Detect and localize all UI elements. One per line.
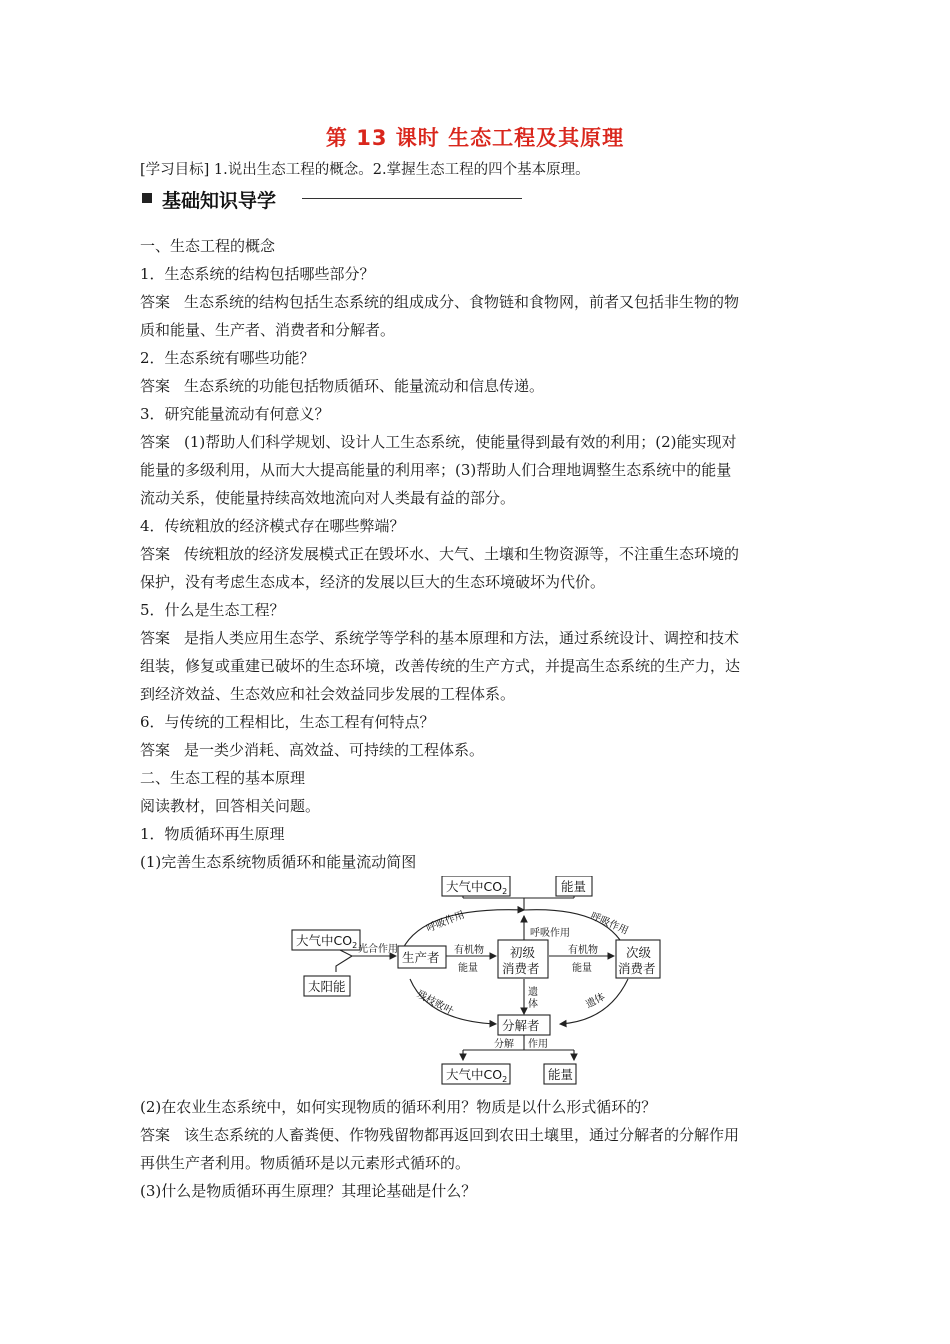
co2-left-label: 大气中$CO_2$ (296, 933, 358, 950)
square-bullet-icon (142, 193, 152, 203)
decomposer-label: 分解者 (502, 1018, 540, 1033)
energy-top-label: 能量 (561, 879, 587, 894)
page-title: 第 13 课时 生态工程及其原理 (325, 126, 625, 150)
answer-label: 答案 (140, 545, 171, 563)
question-4: 4．传统粗放的经济模式存在哪些弊端？ (140, 517, 405, 535)
answer-sub2-line-1 (140, 1121, 812, 1149)
answer-text: 生态系统的功能包括物质循环、能量流动和信息传递。 (184, 377, 545, 395)
organic-matter-label-1: 有机物 (454, 945, 484, 956)
answer-2 (140, 372, 812, 400)
question-1: 1．生态系统的结构包括哪些部分？ (140, 265, 375, 283)
answer-text: 是一类少消耗、高效益、可持续的工程体系。 (184, 741, 485, 759)
sun-label: 太阳能 (308, 979, 346, 994)
producer-label: 生产者 (402, 950, 440, 965)
respiration-mid-label: 呼吸作用 (530, 928, 570, 939)
action-label: 作用 (528, 1039, 548, 1050)
heading-concept: 一、生态工程的概念 (140, 237, 276, 255)
section-heading (140, 186, 530, 212)
answer-sub2-line-2: 再供生产者利用。物质循环是以元素形式循环的。 (140, 1154, 471, 1172)
answer-label: 答案 (140, 741, 171, 759)
reading-instruction: 阅读教材，回答相关问题。 (140, 797, 321, 815)
answer-1-line-1 (140, 288, 812, 316)
learning-goals: [学习目标] 1.说出生态工程的概念。2.掌握生态工程的四个基本原理。 (140, 162, 590, 178)
organic-matter-label-2: 有机物 (568, 945, 598, 956)
co2-top-label: 大气中$CO_2$ (446, 879, 508, 896)
question-5: 5．什么是生态工程？ (140, 601, 285, 619)
answer-label: 答案 (140, 377, 171, 395)
sub-question-1: (1)完善生态系统物质循环和能量流动简图 (140, 853, 417, 871)
energy-flow-label-1: 能量 (458, 963, 478, 974)
answer-5-line-1 (140, 624, 812, 652)
answer-text: 生态系统的结构包括生态系统的组成成分、食物链和食物网，前者又包括非生物的物 (184, 293, 740, 311)
section-heading-rule (302, 198, 522, 199)
section-heading-text: 基础知识导学 (162, 190, 277, 212)
answer-text: 传统粗放的经济发展模式正在毁坏水、大气、土壤和生物资源等，不注重生态环境的 (184, 545, 740, 563)
heading-principles: 二、生态工程的基本原理 (140, 769, 306, 787)
answer-text: (1)帮助人们科学规划、设计人工生态系统，使能量得到最有效的利用；(2)能实现对 (184, 433, 737, 451)
answer-label: 答案 (140, 433, 171, 451)
litter-label: 残枝败叶 (414, 988, 456, 1018)
respiration-right-label: 呼吸作用 (588, 910, 630, 938)
answer-3-line-3: 流动关系，使能量持续高效地流向对人类最有益的部分。 (140, 489, 516, 507)
answer-3-line-2: 能量的多级利用，从而大大提高能量的利用率；(3)帮助人们合理地调整生态系统中的能量 (140, 461, 732, 479)
answer-5-line-2: 组装，修复或重建已破坏的生态环境，改善传统的生产方式，并提高生态系统的生产力，达 (140, 657, 741, 675)
secondary-consumer-label-1: 次级 (626, 945, 652, 960)
question-6: 6．与传统的工程相比，生态工程有何特点？ (140, 713, 435, 731)
primary-consumer-label-1: 初级 (510, 945, 536, 960)
remains-label-2: 体 (528, 999, 538, 1010)
energy-flow-label-2: 能量 (572, 963, 592, 974)
answer-label: 答案 (140, 1126, 171, 1144)
nutrient-cycle-diagram (288, 876, 668, 1091)
answer-1-line-2: 质和能量、生产者、消费者和分解者。 (140, 321, 396, 339)
secondary-consumer-label-2: 消费者 (618, 961, 656, 976)
remains-right-label: 遗体 (584, 991, 608, 1011)
question-2: 2．生态系统有哪些功能？ (140, 349, 315, 367)
principle-1-title: 1．物质循环再生原理 (140, 825, 285, 843)
decomposition-label: 分解 (494, 1039, 514, 1050)
answer-3-line-1 (140, 428, 812, 456)
answer-label: 答案 (140, 629, 171, 647)
answer-4-line-2: 保护，没有考虑生态成本，经济的发展以巨大的生态环境破坏为代价。 (140, 573, 606, 591)
co2-bottom-label: 大气中$CO_2$ (446, 1067, 508, 1084)
remains-label-1: 遗 (528, 987, 538, 998)
sub-question-2: (2)在农业生态系统中，如何实现物质的循环利用？物质是以什么形式循环的？ (140, 1098, 657, 1116)
answer-4-line-1 (140, 540, 812, 568)
energy-bottom-label: 能量 (548, 1067, 574, 1082)
question-3: 3．研究能量流动有何意义？ (140, 405, 330, 423)
answer-text: 该生态系统的人畜粪便、作物残留物都再返回到农田土壤里，通过分解者的分解作用 (184, 1126, 740, 1144)
answer-label: 答案 (140, 293, 171, 311)
answer-5-line-3: 到经济效益、生态效应和社会效益同步发展的工程体系。 (140, 685, 516, 703)
respiration-left-label: 呼吸作用 (425, 909, 467, 935)
answer-6 (140, 736, 812, 764)
answer-text: 是指人类应用生态学、系统学等学科的基本原理和方法，通过系统设计、调控和技术 (184, 629, 740, 647)
sub-question-3: (3)什么是物质循环再生原理？其理论基础是什么？ (140, 1182, 477, 1200)
photosynthesis-label: 光合作用 (358, 944, 398, 955)
primary-consumer-label-2: 消费者 (502, 961, 540, 976)
